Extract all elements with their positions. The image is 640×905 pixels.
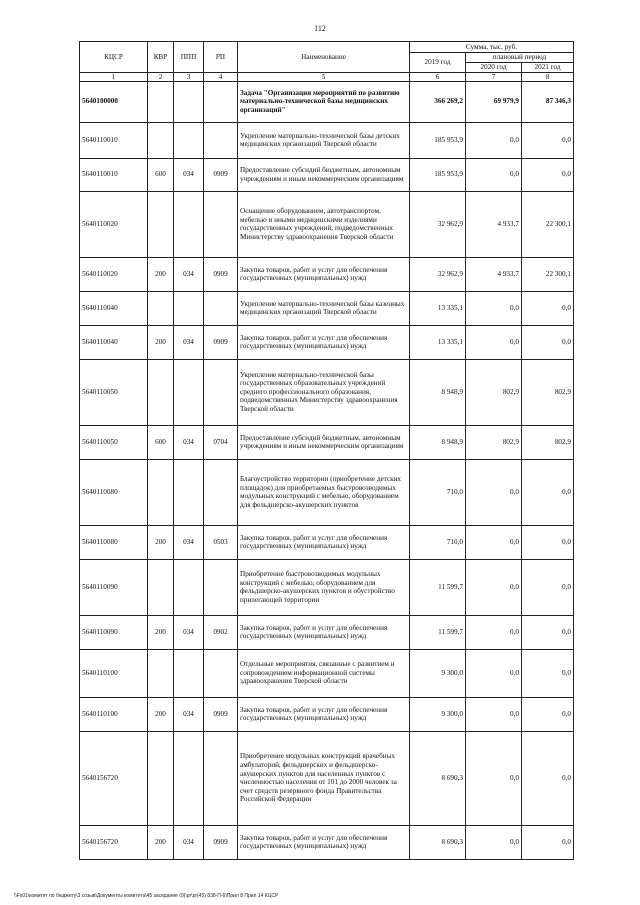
column-number: 3 [174,72,204,81]
column-number: 8 [522,72,574,81]
table-row [80,359,574,425]
value-2020-cell: 0,0 [466,459,522,525]
kvr-cell: 600 [148,425,174,459]
header-rp: РП [204,42,238,73]
value-2020-cell: 69 979,9 [466,81,522,122]
table-row [80,122,574,158]
value-2021-cell: 0,0 [522,158,574,191]
kvr-cell [148,359,174,425]
value-2020-cell: 0,0 [466,697,522,731]
value-2020-cell: 0,0 [466,122,522,158]
name-cell: Укрепление материально-технической базы государственных образовательных учреждений среднего профессионального образования, подведомственных Министерству здравоохранения Тверской области [238,359,410,425]
value-2021-cell: 802,9 [522,425,574,459]
kcsr-cell: 5640110020 [80,191,148,257]
value-2019-cell: 13 335,1 [410,291,466,325]
value-2019-cell: 8 690,3 [410,731,466,825]
page-number: 112 [314,24,326,33]
rp-cell: 0909 [204,158,238,191]
value-2020-cell: 802,9 [466,359,522,425]
name-cell: Закупка товаров, работ и услуг для обеспечения государственных (муниципальных) нужд [238,825,410,859]
table-row [80,525,574,559]
value-2021-cell: 0,0 [522,825,574,859]
value-2020-cell: 0,0 [466,825,522,859]
column-number: 5 [238,72,410,81]
value-2021-cell: 0,0 [522,615,574,649]
kvr-cell: 200 [148,325,174,359]
value-2021-cell: 87 346,3 [522,81,574,122]
value-2019-cell: 9 300,0 [410,649,466,697]
column-number: 2 [148,72,174,81]
column-number: 4 [204,72,238,81]
name-cell: Задача "Организация мероприятий по развитию материально-технической базы медицинских организаций" [238,81,410,122]
kcsr-cell: 5640110100 [80,649,148,697]
kcsr-cell: 5640110090 [80,615,148,649]
kcsr-cell: 5640110040 [80,291,148,325]
value-2021-cell: 0,0 [522,325,574,359]
value-2019-cell: 8 948,9 [410,359,466,425]
kcsr-cell: 5640110040 [80,325,148,359]
ppp-cell: 034 [174,525,204,559]
name-cell: Благоустройство территории (приобретение детских площадок) для приобретаемых быстровозводимых модульных конструкций с мебелью, оборудованием для фельдшерско-акушерских пунктов [238,459,410,525]
ppp-cell [174,291,204,325]
kvr-cell: 200 [148,257,174,291]
ppp-cell: 034 [174,425,204,459]
name-cell: Предоставление субсидий бюджетным, автономным учреждениям и иным некоммерческим организациям [238,425,410,459]
value-2020-cell: 4 933,7 [466,191,522,257]
kcsr-cell: 5640110080 [80,525,148,559]
kvr-cell: 200 [148,825,174,859]
kvr-cell [148,191,174,257]
table-row [80,257,574,291]
value-2019-cell: 32 962,9 [410,257,466,291]
rp-cell: 0902 [204,615,238,649]
kcsr-cell: 5640110080 [80,459,148,525]
value-2021-cell: 802,9 [522,359,574,425]
header-ppp: ППП [174,42,204,73]
kvr-cell [148,459,174,525]
kcsr-cell: 5640110100 [80,697,148,731]
rp-cell [204,649,238,697]
kvr-cell [148,559,174,615]
value-2019-cell: 13 335,1 [410,325,466,359]
ppp-cell: 034 [174,158,204,191]
kvr-cell [148,291,174,325]
value-2021-cell: 0,0 [522,291,574,325]
kcsr-cell: 5640110090 [80,559,148,615]
kcsr-cell: 5640156720 [80,731,148,825]
rp-cell [204,459,238,525]
value-2021-cell: 0,0 [522,731,574,825]
value-2019-cell: 32 962,9 [410,191,466,257]
ppp-cell [174,459,204,525]
table-row [80,825,574,859]
value-2019-cell: 11 599,7 [410,615,466,649]
header-name: Наименование [238,42,410,73]
kvr-cell: 200 [148,697,174,731]
rp-cell: 0704 [204,425,238,459]
kcsr-cell: 5640100000 [80,81,148,122]
rp-cell: 0909 [204,697,238,731]
rp-cell: 0909 [204,257,238,291]
kcsr-cell: 5640156720 [80,825,148,859]
value-2021-cell: 0,0 [522,559,574,615]
ppp-cell [174,81,204,122]
rp-cell [204,731,238,825]
kcsr-cell: 5640110010 [80,122,148,158]
table-row [80,158,574,191]
value-2020-cell: 0,0 [466,559,522,615]
value-2019-cell: 8 948,9 [410,425,466,459]
value-2019-cell: 185 953,9 [410,122,466,158]
rp-cell: 0909 [204,325,238,359]
ppp-cell: 034 [174,257,204,291]
header-kvr: КВР [148,42,174,73]
table-row [80,459,574,525]
kvr-cell [148,81,174,122]
kvr-cell [148,649,174,697]
kvr-cell [148,731,174,825]
value-2020-cell: 802,9 [466,425,522,459]
rp-cell: 0909 [204,825,238,859]
file-path-footer: \\Fs01\комитет по бюджету\3 созыв\Документы комитета\45 заседание (9)\pr\pr(45) 838-П-6\Прил 8 Прил 14 КЦСР [14,893,279,899]
header-2021: 2021 год [522,63,574,73]
header-2019: 2019 год [410,53,466,73]
name-cell: Предоставление субсидий бюджетным, автономным учреждениям и иным некоммерческим организациям [238,158,410,191]
ppp-cell: 034 [174,697,204,731]
value-2019-cell: 185 953,9 [410,158,466,191]
value-2021-cell: 0,0 [522,122,574,158]
table-body [80,81,574,859]
rp-cell [204,81,238,122]
kcsr-cell: 5640110050 [80,359,148,425]
ppp-cell: 034 [174,825,204,859]
ppp-cell [174,649,204,697]
value-2020-cell: 0,0 [466,525,522,559]
name-cell: Закупка товаров, работ и услуг для обеспечения государственных (муниципальных) нужд [238,325,410,359]
name-cell: Отдельные мероприятия, связанные с развитием и сопровождением информационной системы здравоохранения Тверской области [238,649,410,697]
value-2020-cell: 0,0 [466,615,522,649]
table-row [80,291,574,325]
table-row [80,697,574,731]
kvr-cell [148,122,174,158]
name-cell: Закупка товаров, работ и услуг для обеспечения государственных (муниципальных) нужд [238,615,410,649]
kcsr-cell: 5640110020 [80,257,148,291]
header-2020: 2020 год [466,63,522,73]
value-2019-cell: 8 690,3 [410,825,466,859]
rp-cell [204,359,238,425]
value-2021-cell: 0,0 [522,525,574,559]
table-row [80,615,574,649]
ppp-cell: 034 [174,325,204,359]
table-row [80,559,574,615]
value-2020-cell: 0,0 [466,731,522,825]
rp-cell [204,191,238,257]
ppp-cell [174,122,204,158]
kcsr-cell: 5640110010 [80,158,148,191]
value-2019-cell: 710,0 [410,525,466,559]
budget-table [79,41,574,860]
value-2021-cell: 22 300,1 [522,257,574,291]
value-2019-cell: 11 599,7 [410,559,466,615]
value-2020-cell: 0,0 [466,291,522,325]
value-2020-cell: 4 933,7 [466,257,522,291]
value-2021-cell: 22 300,1 [522,191,574,257]
name-cell: Закупка товаров, работ и услуг для обеспечения государственных (муниципальных) нужд [238,257,410,291]
value-2020-cell: 0,0 [466,325,522,359]
column-number-row [80,72,574,81]
value-2020-cell: 0,0 [466,649,522,697]
table-row [80,425,574,459]
name-cell: Закупка товаров, работ и услуг для обеспечения государственных (муниципальных) нужд [238,697,410,731]
table-row [80,649,574,697]
name-cell: Оснащение оборудованием, автотранспортом, мебелью и иными медицинскими изделиями государственных учреждений, подведомственных Министерству здравоохранения Тверской области [238,191,410,257]
ppp-cell [174,191,204,257]
value-2020-cell: 0,0 [466,158,522,191]
name-cell: Закупка товаров, работ и услуг для обеспечения государственных (муниципальных) нужд [238,525,410,559]
value-2019-cell: 366 269,2 [410,81,466,122]
name-cell: Укрепление материально-технической базы казенных медицинских организаций Тверской области [238,291,410,325]
table-row [80,81,574,122]
column-number: 1 [80,72,148,81]
value-2021-cell: 0,0 [522,649,574,697]
kcsr-cell: 5640110050 [80,425,148,459]
kvr-cell: 200 [148,525,174,559]
header-kcsr: КЦСР [80,42,148,73]
ppp-cell [174,559,204,615]
rp-cell [204,122,238,158]
name-cell: Укрепление материально-технической базы детских медицинских организаций Тверской области [238,122,410,158]
ppp-cell: 034 [174,615,204,649]
rp-cell: 0503 [204,525,238,559]
value-2021-cell: 0,0 [522,697,574,731]
column-number: 7 [466,72,522,81]
ppp-cell [174,731,204,825]
ppp-cell [174,359,204,425]
table-row [80,325,574,359]
header-sum: Сумма, тыс. руб. [410,42,574,53]
rp-cell [204,291,238,325]
value-2021-cell: 0,0 [522,459,574,525]
table-row [80,731,574,825]
column-number: 6 [410,72,466,81]
header-plan-period: плановый период [466,53,574,63]
kvr-cell: 600 [148,158,174,191]
name-cell: Приобретение модульных конструкций врачебных амбулаторий, фельдшерских и фельдшерско-акушерских пунктов для населенных пунктов с численностью населения от 101 до 2000 человек за счет средств резервного фонда Правительства Российской Федерации [238,731,410,825]
kvr-cell: 200 [148,615,174,649]
value-2019-cell: 9 300,0 [410,697,466,731]
value-2019-cell: 710,0 [410,459,466,525]
name-cell: Приобретение быстровозводимых модульных конструкций с мебелью, оборудованием для фельдшерско-акушерских пунктов и обустройство прилегающей территории [238,559,410,615]
table-row [80,191,574,257]
rp-cell [204,559,238,615]
